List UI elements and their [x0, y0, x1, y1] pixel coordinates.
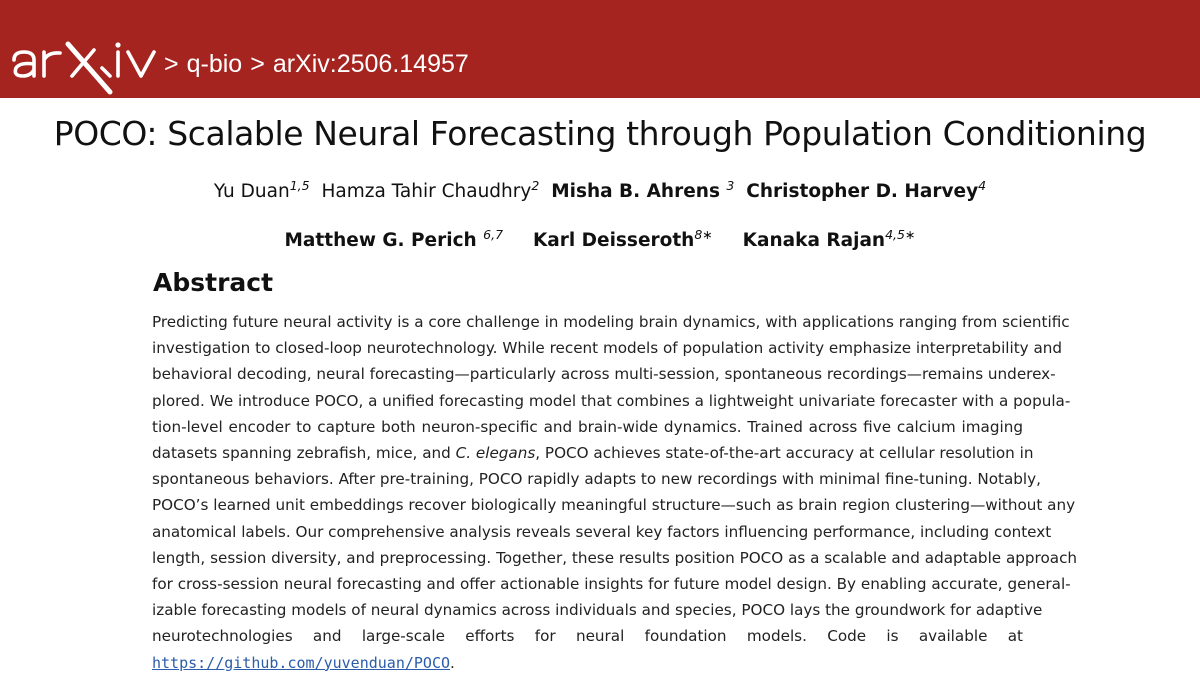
abstract-line: POCO’s learned unit embeddings recover biologically meaningful structure—such as brain region clustering—without any	[152, 496, 1076, 515]
breadcrumb-link-category[interactable]: q-bio	[186, 50, 243, 78]
abstract-line: Predicting future neural activity is a core challenge in modeling brain dynamics, with applications ranging from scientific	[152, 313, 1070, 331]
abstract-line-text: , POCO achieves state-of-the-art accuracy at cellular resolution in	[535, 444, 1034, 463]
author-affiliation: 4	[978, 178, 987, 193]
author-name: Matthew G. Perich	[284, 230, 477, 251]
breadcrumb-link-paper-id[interactable]: arXiv:2506.14957	[272, 50, 469, 78]
abstract-line-text: .	[450, 653, 455, 672]
abstract-body	[152, 309, 1078, 675]
abstract-line: plored. We introduce POCO, a unified forecasting model that combines a lightweight univariate forecaster with a popula-	[152, 391, 1071, 410]
abstract-line: behavioral decoding, neural forecasting—particularly across multi-session, spontaneous recordings—remains underex-	[152, 365, 1056, 384]
authors-line-1	[0, 178, 1200, 202]
author-name: Misha B. Ahrens	[551, 181, 720, 202]
abstract-line: neurotechnologies and large-scale efforts for neural foundation models. Code is available at	[152, 627, 1023, 646]
author	[284, 227, 504, 251]
author	[551, 178, 735, 202]
author-affiliation: 4,5∗	[885, 227, 916, 242]
author-name: Hamza Tahir Chaudhry	[321, 181, 532, 202]
abstract-heading: Abstract	[153, 268, 274, 297]
arxiv-header-banner	[0, 0, 1200, 98]
abstract-line: investigation to closed-loop neurotechnology. While recent models of population activity emphasize interpretability and	[152, 339, 1063, 358]
author	[321, 178, 540, 202]
breadcrumb-separator: >	[250, 50, 265, 78]
author	[746, 178, 987, 202]
author-name: Kanaka Rajan	[742, 230, 886, 251]
arxiv-logo-icon[interactable]	[10, 38, 160, 96]
author	[532, 227, 713, 251]
breadcrumb	[164, 50, 469, 79]
abstract-line	[152, 650, 1023, 675]
author-name: Karl Deisseroth	[532, 230, 695, 251]
abstract-line: length, session diversity, and preprocessing. Together, these results position POCO as a scalable and adaptable approach	[152, 548, 1078, 567]
author	[742, 227, 916, 251]
abstract-line-text: datasets spanning zebrafish, mice, and	[152, 444, 456, 463]
author-affiliation: 1,5	[289, 178, 310, 193]
author-affiliation: 6,7	[483, 227, 504, 242]
abstract-line	[152, 440, 1034, 466]
author-affiliation: 3	[726, 178, 735, 193]
code-repository-link[interactable]: https://github.com/yuvenduan/POCO	[152, 653, 451, 672]
abstract-line: anatomical labels. Our comprehensive analysis reveals several key factors influencing performance, including context	[152, 522, 1052, 541]
abstract-line: for cross-session neural forecasting and offer actionable insights for future model design. By enabling accurate, general-	[152, 575, 1071, 594]
abstract-line: spontaneous behaviors. After pre-training, POCO rapidly adapts to new recordings with minimal fine-tuning. Notably,	[152, 470, 1041, 489]
species-name-italic: C. elegans	[455, 444, 536, 463]
author-affiliation: 2	[531, 178, 540, 193]
paper-title: POCO: Scalable Neural Forecasting through Population Conditioning	[53, 114, 1147, 153]
author-name: Yu Duan	[213, 181, 290, 202]
abstract-line: tion-level encoder to capture both neuron-specific and brain-wide dynamics. Trained across five calcium imaging	[152, 417, 1023, 436]
author-affiliation: 8∗	[694, 227, 713, 242]
author-name: Christopher D. Harvey	[746, 181, 979, 202]
breadcrumb-separator: >	[164, 50, 179, 78]
author	[213, 178, 310, 202]
abstract-line: izable forecasting models of neural dynamics across individuals and species, POCO lays the groundwork for adaptive	[152, 601, 1043, 620]
authors-line-2	[0, 227, 1200, 251]
